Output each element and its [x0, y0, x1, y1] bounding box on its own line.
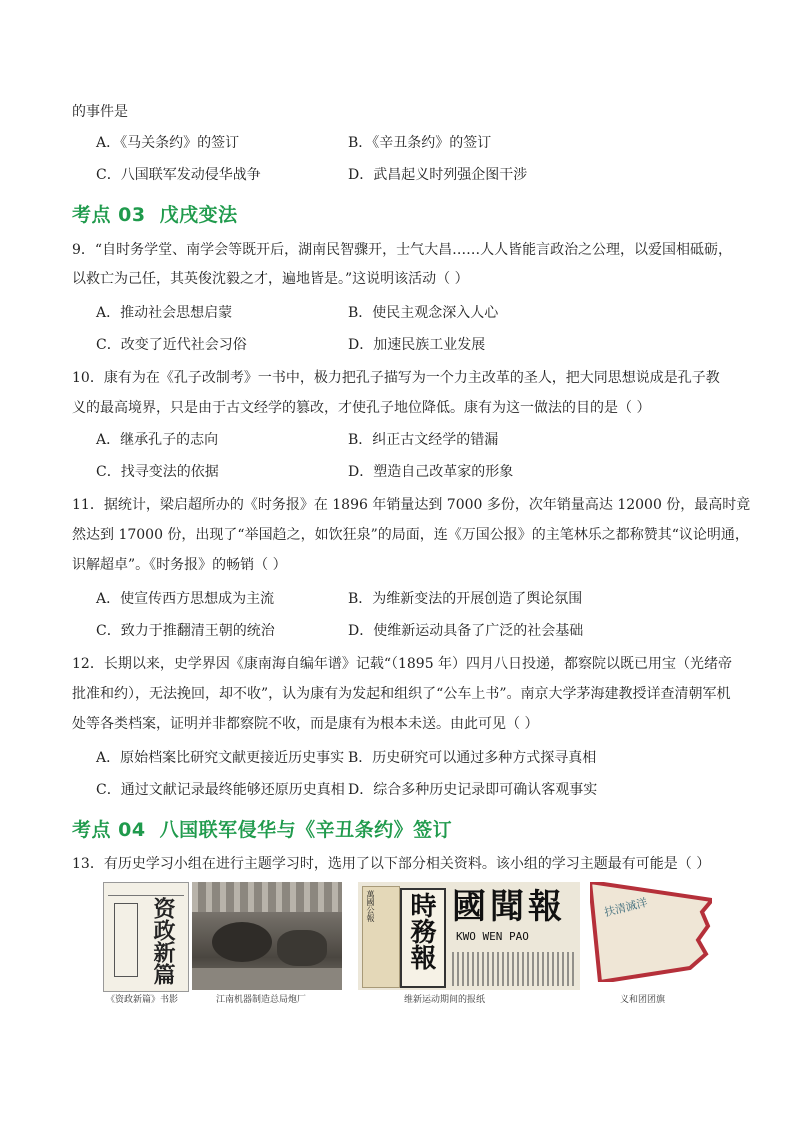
q12-option-a: A．原始档案比研究文献更接近历史事实 — [96, 750, 345, 766]
section-heading-03 — [72, 200, 238, 227]
q8-option-b: B．《辛丑条约》的签订 — [348, 135, 492, 151]
section-title: 八国联军侵华与《辛丑条约》签订 — [159, 819, 453, 841]
q11-line-1: 11．据统计，梁启超所办的《时务报》在 1896 年销量达到 7000 多份，次年销量高达 12000 份，最高时竟 — [72, 497, 751, 513]
q9-line-2: 以救亡为己任，其英俊沈毅之才，遍地皆是。”这说明该活动（ ） — [72, 271, 469, 287]
flag-text: 扶清滅洋 — [602, 895, 649, 920]
q10-option-d: D．塑造自己改革家的形象 — [348, 464, 514, 480]
q8-option-c: C．八国联军发动侵华战争 — [96, 167, 261, 183]
q11-option-d: D．使维新运动具备了广泛的社会基础 — [348, 623, 584, 639]
q10-option-b: B．纠正古文经学的错漏 — [348, 432, 499, 448]
caption-book: 《资政新篇》书影 — [106, 995, 179, 1005]
paper2-title-text: 國聞報 — [452, 887, 566, 927]
q10-line-2: 义的最高境界，只是由于古文经学的篡改，才使孔子地位降低。康有为这一做法的目的是（ ） — [72, 400, 651, 416]
q9-option-c: C．改变了近代社会习俗 — [96, 337, 247, 353]
q8-tail: 的事件是 — [72, 104, 128, 120]
q8-option-d: D．武昌起义时列强企图干涉 — [348, 167, 528, 183]
q11-line-2: 然达到 17000 份，出现了“举国趋之，如饮狂泉”的局面，连《万国公报》的主笔林乐之都称赞其“议论明通， — [72, 527, 749, 543]
q13-line-1: 13．有历史学习小组在进行主题学习时，选用了以下部分相关资料。该小组的学习主题最有可能是（ ） — [72, 856, 711, 872]
q12-option-d: D．综合多种历史记录即可确认客观事实 — [348, 782, 598, 798]
q9-line-1: 9．“自时务学堂、南学会等既开后，湖南民智骤开，士气大昌……人人皆能言政治之公理，以爱国相砥砺， — [72, 242, 733, 258]
q12-option-c: C．通过文献记录最终能够还原历史真相 — [96, 782, 345, 798]
q10-option-c: C．找寻变法的依据 — [96, 464, 219, 480]
q12-option-b: B．历史研究可以通过多种方式探寻真相 — [348, 750, 597, 766]
q9-option-d: D．加速民族工业发展 — [348, 337, 486, 353]
paper1-header-text: 萬國公報 — [366, 890, 375, 922]
q8-option-a: A．《马关条约》的签订 — [96, 135, 240, 151]
q11-option-a: A．使宣传西方思想成为主流 — [96, 591, 275, 607]
book-cover-image — [103, 882, 189, 992]
boxer-flag-image — [590, 882, 712, 982]
section-heading-04 — [72, 815, 452, 842]
paper1-title-text: 時務報 — [406, 892, 436, 970]
section-number: 考点 03 — [72, 204, 146, 226]
q11-line-3: 识解超卓”。《时务报》的畅销（ ） — [72, 557, 287, 573]
q12-line-1: 12．长期以来，史学界因《康南海自编年谱》记载“（1895 年）四月八日投递，都察院以既已用宝（光绪帝 — [72, 656, 733, 672]
q11-option-c: C．致力于推翻清王朝的统治 — [96, 623, 275, 639]
caption-factory: 江南机器制造总局炮厂 — [216, 995, 307, 1005]
q11-option-b: B．为维新变法的开展创造了舆论氛围 — [348, 591, 583, 607]
flag-shape — [590, 882, 712, 982]
q9-option-b: B．使民主观念深入人心 — [348, 305, 499, 321]
q10-line-1: 10．康有为在《孔子改制考》一书中，极力把孔子描写为一个力主改革的圣人，把大同思想说成是孔子教 — [72, 370, 720, 386]
caption-flag: 义和团团旗 — [620, 995, 666, 1005]
q12-line-2: 批准和约），无法挽回，却不收”，认为康有为发起和组织了“公车上书”。南京大学茅海建教授详查清朝军机 — [72, 686, 731, 702]
section-title: 戊戌变法 — [159, 204, 238, 226]
paper2-roman-text: KWO WEN PAO — [456, 930, 529, 943]
q12-line-3: 处等各类档案，证明并非都察院不收，而是康有为根本未送。由此可见（ ） — [72, 716, 539, 732]
book-title-text: 资政新篇 — [150, 897, 176, 985]
newspapers-image — [358, 882, 580, 990]
section-number: 考点 04 — [72, 819, 146, 841]
factory-photo-image — [192, 882, 342, 990]
q9-option-a: A．推动社会思想启蒙 — [96, 305, 233, 321]
caption-newspapers: 维新运动期间的报纸 — [404, 995, 486, 1005]
q10-option-a: A．继承孔子的志向 — [96, 432, 219, 448]
